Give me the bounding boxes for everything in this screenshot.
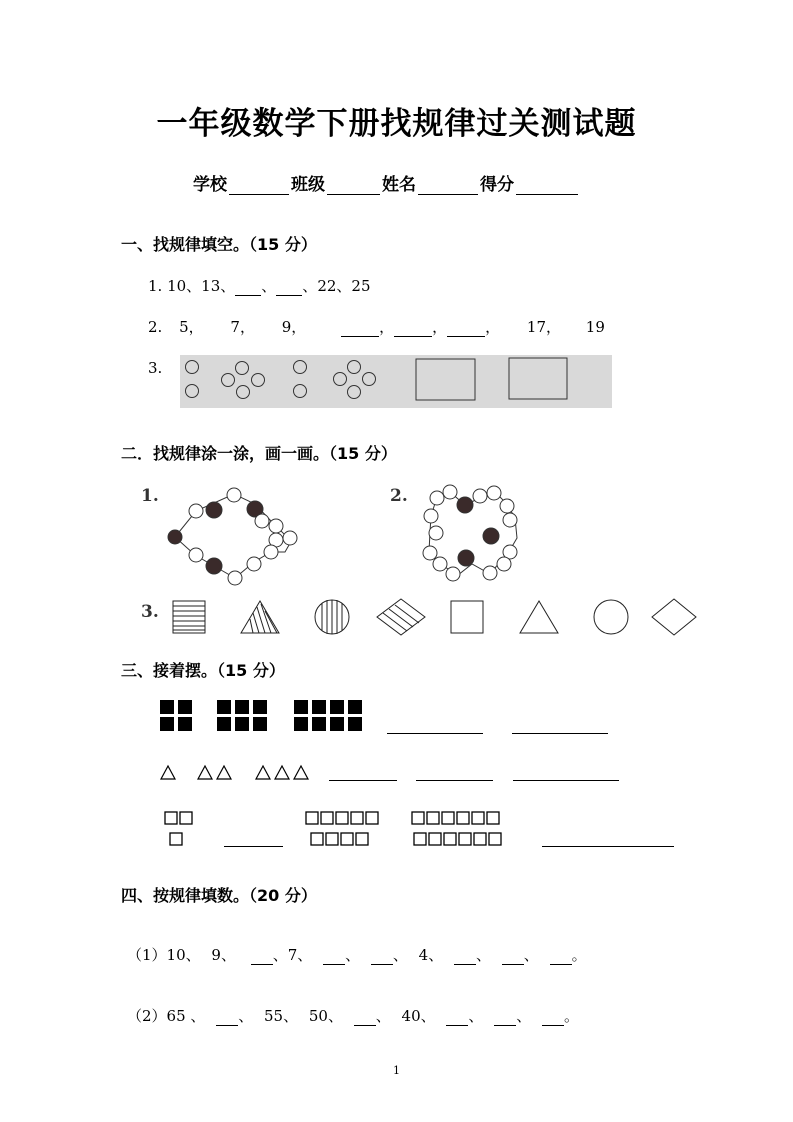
answer-blank[interactable] <box>394 322 432 337</box>
score-label: 得分 <box>480 175 514 195</box>
question-4-2 <box>127 1005 579 1026</box>
answer-blank[interactable] <box>446 1011 468 1026</box>
figure-1-label: 1. <box>141 486 159 506</box>
separator: 、 <box>523 946 539 964</box>
question-number: （2） <box>127 1007 167 1025</box>
answer-line[interactable] <box>513 780 619 781</box>
sequence-text: 10、13、 <box>167 277 236 295</box>
separator: ， <box>379 318 395 336</box>
answer-blank[interactable] <box>371 950 393 965</box>
school-label: 学校 <box>193 175 227 195</box>
section-1-heading: 一、找规律填空。（15 分） <box>121 235 317 254</box>
question-4-1 <box>127 944 587 965</box>
answer-blank[interactable] <box>323 950 345 965</box>
figure-2-label: 2. <box>390 486 408 506</box>
section-4-heading: 四、按规律填数。（20 分） <box>121 886 317 905</box>
separator: 、 <box>345 946 361 964</box>
question-number: （1） <box>127 946 167 964</box>
answer-blank[interactable] <box>216 1011 238 1026</box>
sequence-text: 40、 <box>401 1007 436 1025</box>
answer-line[interactable] <box>416 780 493 781</box>
answer-blank[interactable] <box>276 281 302 296</box>
section-3-heading: 三、接着摆。（15 分） <box>121 661 285 680</box>
question-number: 2. <box>148 318 163 336</box>
separator: 、 <box>302 277 318 295</box>
circle-pattern <box>180 355 612 408</box>
question-number: 1. <box>148 277 163 295</box>
outline-square-pattern <box>160 810 510 850</box>
answer-line[interactable] <box>542 846 674 847</box>
sequence-text: 9、 <box>211 946 236 964</box>
black-square-pattern <box>158 698 378 734</box>
answer-blank[interactable] <box>251 950 273 965</box>
score-field[interactable] <box>516 176 578 195</box>
bead-ring-1 <box>160 480 310 590</box>
shape-pattern-row <box>165 595 705 645</box>
sequence-text: 65 、 <box>166 1007 206 1025</box>
answer-blank[interactable] <box>447 322 485 337</box>
page-number: 1 <box>393 1064 400 1077</box>
page-title: 一年级数学下册找规律过关测试题 <box>156 106 637 142</box>
sequence-text: 17， <box>526 318 561 336</box>
answer-blank[interactable] <box>235 281 261 296</box>
answer-line[interactable] <box>387 733 483 734</box>
sequence-text: 7， <box>230 318 255 336</box>
separator: ， <box>432 318 448 336</box>
answer-line[interactable] <box>512 733 608 734</box>
question-1-2 <box>148 316 605 337</box>
separator: 、 <box>468 1007 484 1025</box>
answer-blank[interactable] <box>354 1011 376 1026</box>
separator: 、 <box>238 1007 254 1025</box>
question-1-1 <box>148 275 371 296</box>
separator: 、 <box>392 946 408 964</box>
sequence-text: 50、 <box>308 1007 343 1025</box>
answer-line[interactable] <box>329 780 397 781</box>
answer-blank[interactable] <box>542 1011 564 1026</box>
answer-blank[interactable] <box>454 950 476 965</box>
name-label: 姓名 <box>382 175 416 195</box>
sequence-text: 22、25 <box>317 277 371 295</box>
circle-pattern-panel <box>180 355 612 408</box>
answer-line[interactable] <box>224 846 283 847</box>
school-field[interactable] <box>229 176 289 195</box>
question-1-3-number: 3. <box>148 359 163 377</box>
class-field[interactable] <box>327 176 380 195</box>
terminator: 。 <box>571 946 587 964</box>
answer-blank[interactable] <box>502 950 524 965</box>
triangle-pattern <box>158 764 318 782</box>
separator: 、 <box>375 1007 391 1025</box>
sequence-text: 5， <box>179 318 204 336</box>
answer-blank[interactable] <box>341 322 379 337</box>
sequence-text: 55、 <box>263 1007 299 1025</box>
name-field[interactable] <box>418 176 478 195</box>
sequence-text: 10、 <box>166 946 201 964</box>
separator: 、 <box>261 277 277 295</box>
separator: 、 <box>516 1007 532 1025</box>
bead-ring-2 <box>410 480 530 590</box>
separator: 、 <box>476 946 492 964</box>
student-info-line <box>193 170 580 195</box>
answer-blank[interactable] <box>494 1011 516 1026</box>
terminator: 。 <box>564 1007 580 1025</box>
answer-blank[interactable] <box>550 950 572 965</box>
separator: ， <box>485 318 501 336</box>
sequence-text: 19 <box>585 318 605 336</box>
sequence-text: 、7、 <box>272 946 313 964</box>
section-2-heading: 二．找规律涂一涂，画一画。（15 分） <box>121 444 397 463</box>
figure-3-label: 3. <box>141 602 159 622</box>
sequence-text: 9， <box>281 318 307 336</box>
sequence-text: 4、 <box>418 946 444 964</box>
class-label: 班级 <box>291 175 325 195</box>
